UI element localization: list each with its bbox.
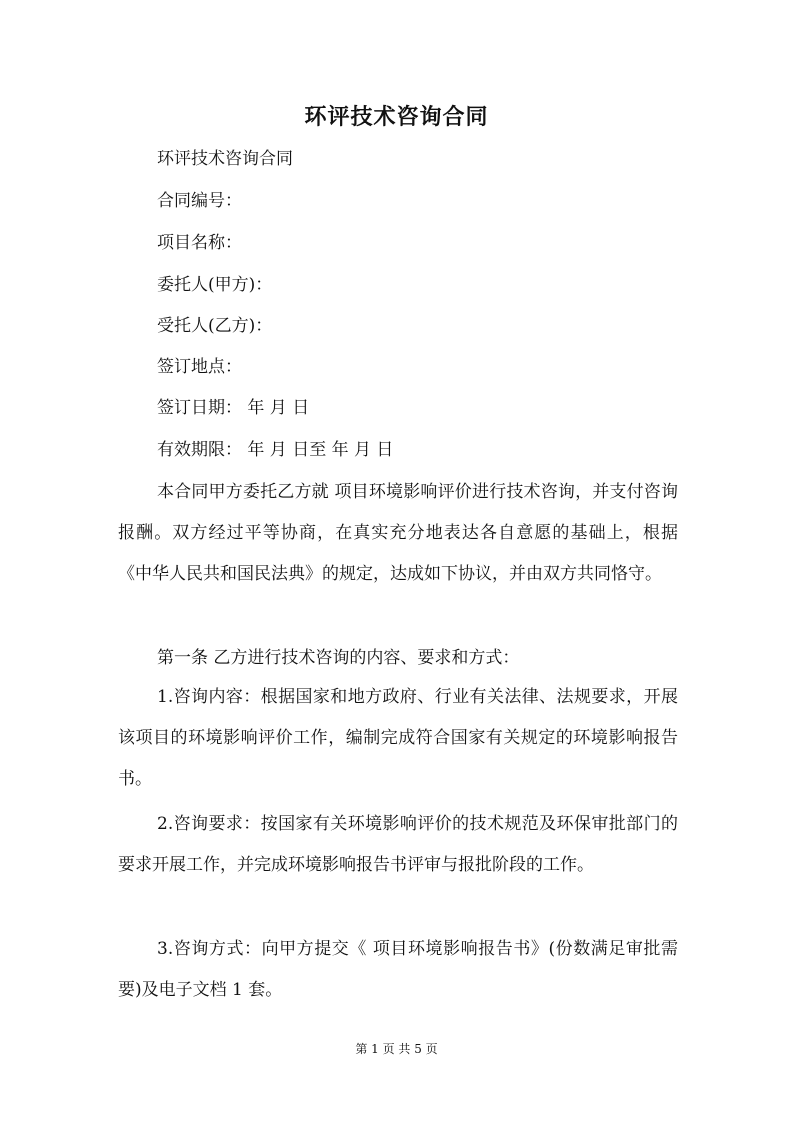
- article-1-item-3: 3.咨询方式：向甲方提交《 项目环境影响报告书》(份数满足审批需要)及电子文档 1 套。: [118, 939, 678, 1000]
- field-signing-place: 签订地点：: [157, 357, 242, 377]
- field-contract-number: 合同编号：: [157, 191, 242, 211]
- field-validity-period: 有效期限： 年 月 日至 年 月 日: [157, 440, 394, 460]
- field-contractor-party-b: 受托人(乙方)：: [157, 316, 273, 336]
- field-client-party-a: 委托人(甲方)：: [157, 275, 273, 295]
- field-signing-date: 签订日期： 年 月 日: [157, 398, 310, 418]
- field-project-name: 项目名称：: [157, 233, 242, 253]
- page-number-footer: 第 1 页 共 5 页: [355, 1042, 438, 1056]
- intro-paragraph: 本合同甲方委托乙方就 项目环境影响评价进行技术咨询，并支付咨询报酬。双方经过平等协商，在真实充分地表达各自意愿的基础上，根据《中华人民共和国民法典》的规定，达成如下协议，并由双方共同恪守。: [118, 482, 678, 584]
- document-title: 环评技术咨询合同: [304, 104, 489, 130]
- article-1-item-1: 1.咨询内容：根据国家和地方政府、行业有关法律、法规要求，开展该项目的环境影响评价工作，编制完成符合国家有关规定的环境影响报告书。: [118, 687, 678, 789]
- article-1-heading: 第一条 乙方进行技术咨询的内容、要求和方式：: [157, 648, 520, 668]
- article-1-item-2: 2.咨询要求：按国家有关环境影响评价的技术规范及环保审批部门的要求开展工作，并完成环境影响报告书评审与报批阶段的工作。: [118, 814, 678, 875]
- field-contract-title: 环评技术咨询合同: [157, 149, 293, 169]
